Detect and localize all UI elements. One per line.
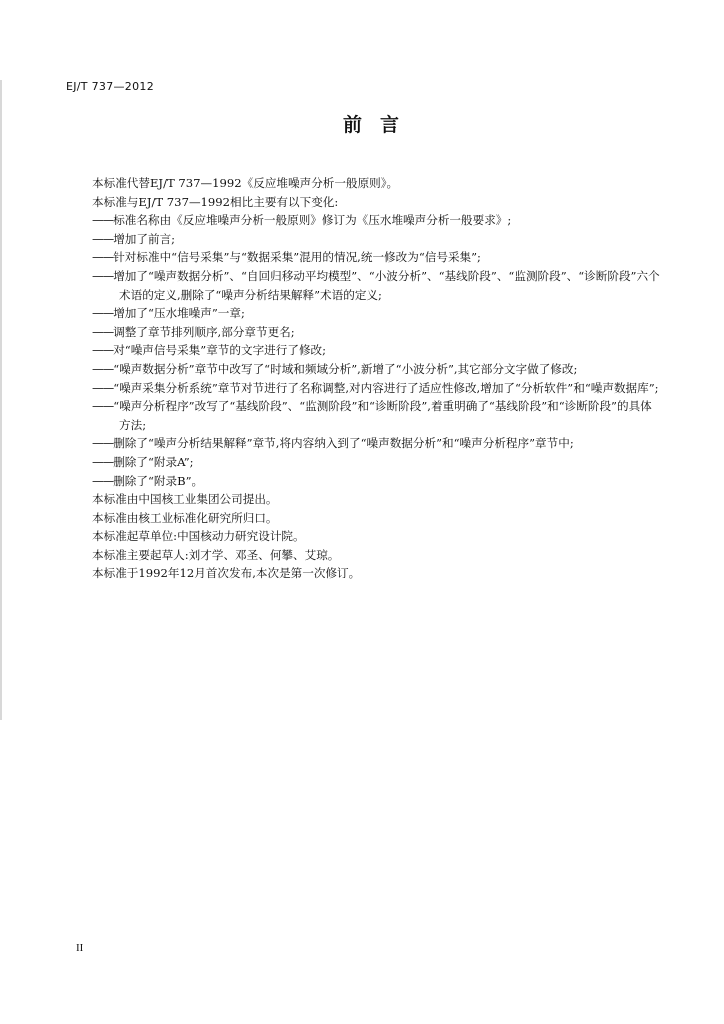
change-text: 对“噪声信号采集”章节的文字进行了修改; [113,343,327,358]
dash-mark: —— [92,324,114,339]
change-text: “噪声采集分析系统”章节对节进行了名称调整,对内容进行了适应性修改,增加了“分析软件”和“噪声数据库”; [113,380,659,395]
change-item [92,379,660,398]
change-text: 针对标准中“信号采集”与“数据采集”混用的情况,统一修改为“信号采集”; [113,250,481,265]
change-item [92,304,660,323]
dash-mark: —— [92,380,114,395]
dash-mark: —— [92,306,114,321]
change-item [92,341,660,360]
change-text: 增加了“噪声数据分析”、“自回归移动平均模型”、“小波分析”、“基线阶段”、“监测阶段”、“诊断阶段”六个术语的定义,删除了“噪声分析结果解释”术语的定义; [113,268,660,302]
change-item [92,434,660,453]
change-text: “噪声数据分析”章节中改写了“时域和频域分析”,新增了“小波分析”,其它部分文字做了修改; [113,361,578,376]
dash-mark: —— [92,361,114,376]
change-text: 删除了“噪声分析结果解释”章节,将内容纳入到了“噪声数据分析”和“噪声分析程序”章节中; [113,436,574,451]
standard-code: EJ/T 737—2012 [66,80,155,93]
page-number: II [76,942,84,954]
proposer-line: 本标准由中国核工业集团公司提出。 [92,492,278,507]
change-item [92,453,660,472]
change-text: 删除了“附录B”。 [113,473,204,488]
change-item [92,323,660,342]
change-text: 标准名称由《反应堆噪声分析一般原则》修订为《压水堆噪声分析一般要求》; [113,213,512,228]
change-item [92,360,660,379]
change-text: 增加了前言; [113,231,176,246]
administrator-line: 本标准由核工业标准化研究所归口。 [92,510,278,525]
change-item [92,211,660,230]
change-item [92,397,660,434]
dash-mark: —— [92,213,114,228]
drafting-unit-line: 本标准起草单位:中国核动力研究设计院。 [92,529,305,544]
dash-mark: —— [92,454,114,469]
dash-mark: —— [92,343,114,358]
change-item [92,267,660,304]
paragraph-replaces: 本标准代替EJ/T 737—1992《反应堆噪声分析一般原则》。 [92,176,399,190]
dash-mark: —— [92,436,114,451]
dash-mark: —— [92,231,114,246]
dash-mark: —— [92,473,114,488]
change-text: 删除了“附录A”; [113,454,194,469]
dash-mark: —— [92,399,114,414]
history-line: 本标准于1992年12月首次发布,本次是第一次修订。 [92,566,361,581]
change-item [92,472,660,491]
change-item [92,248,660,267]
change-item [92,230,660,249]
scan-margin-line [0,80,2,720]
foreword-body [92,174,660,583]
change-text: 调整了章节排列顺序,部分章节更名; [113,324,295,339]
dash-mark: —— [92,250,114,265]
paragraph-changes-intro: 本标准与EJ/T 737—1992相比主要有以下变化: [92,194,339,209]
change-text: 增加了“压水堆噪声”一章; [113,306,245,321]
change-text: “噪声分析程序”改写了“基线阶段”、“监测阶段”和“诊断阶段”,着重明确了“基线阶段”和“诊断阶段”的具体方法; [113,399,652,432]
drafters-line: 本标准主要起草人:刘才学、邓圣、何攀、艾琼。 [92,547,340,562]
dash-mark: —— [92,268,114,283]
page-title: 前言 [342,114,417,136]
